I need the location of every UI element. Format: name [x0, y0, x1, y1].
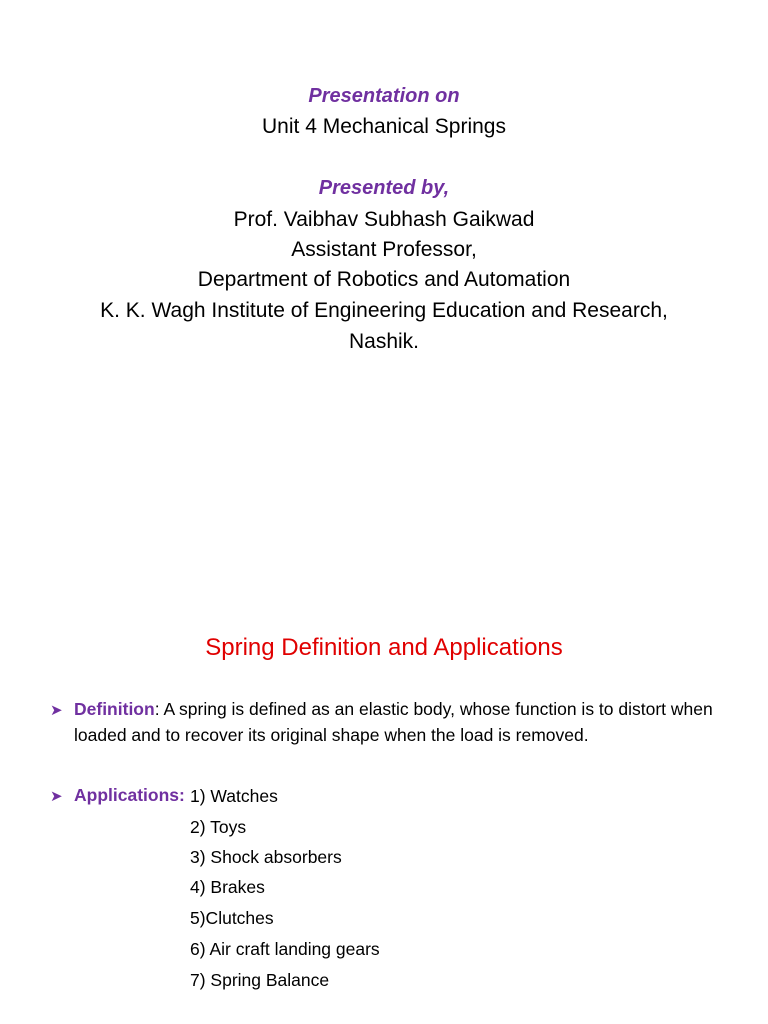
- unit-title: Unit 4 Mechanical Springs: [262, 115, 506, 138]
- applications-bullet: [50, 782, 185, 810]
- presenter-name: Prof. Vaibhav Subhash Gaikwad: [233, 208, 535, 231]
- list-item: 7) Spring Balance: [190, 970, 330, 990]
- presented-by-heading: Presented by,: [318, 177, 450, 199]
- definition-bullet: [50, 696, 713, 724]
- list-item: 6) Air craft landing gears: [190, 939, 380, 959]
- list-item: 4) Brakes: [190, 877, 265, 897]
- definition-text-line2: loaded and to recover its original shape when the load is removed.: [74, 725, 589, 745]
- arrow-bullet-icon: ➤: [50, 702, 63, 719]
- arrow-bullet-icon: ➤: [50, 788, 63, 805]
- slide-title: Spring Definition and Applications: [205, 634, 563, 661]
- definition-text-line1: : A spring is defined as an elastic body, whose function is to distort when: [154, 699, 713, 719]
- designation: Assistant Professor,: [291, 238, 477, 261]
- list-item: 2) Toys: [190, 817, 247, 837]
- presentation-on-heading: Presentation on: [308, 85, 460, 107]
- institute: K. K. Wagh Institute of Engineering Education and Research,: [100, 299, 668, 322]
- list-item: 3) Shock absorbers: [190, 847, 342, 867]
- list-item: 5)Clutches: [190, 908, 274, 928]
- city: Nashik.: [348, 330, 420, 353]
- department: Department of Robotics and Automation: [197, 268, 571, 291]
- definition-label: Definition: [74, 699, 155, 719]
- list-item: 1) Watches: [190, 786, 278, 806]
- applications-label: Applications:: [74, 785, 185, 805]
